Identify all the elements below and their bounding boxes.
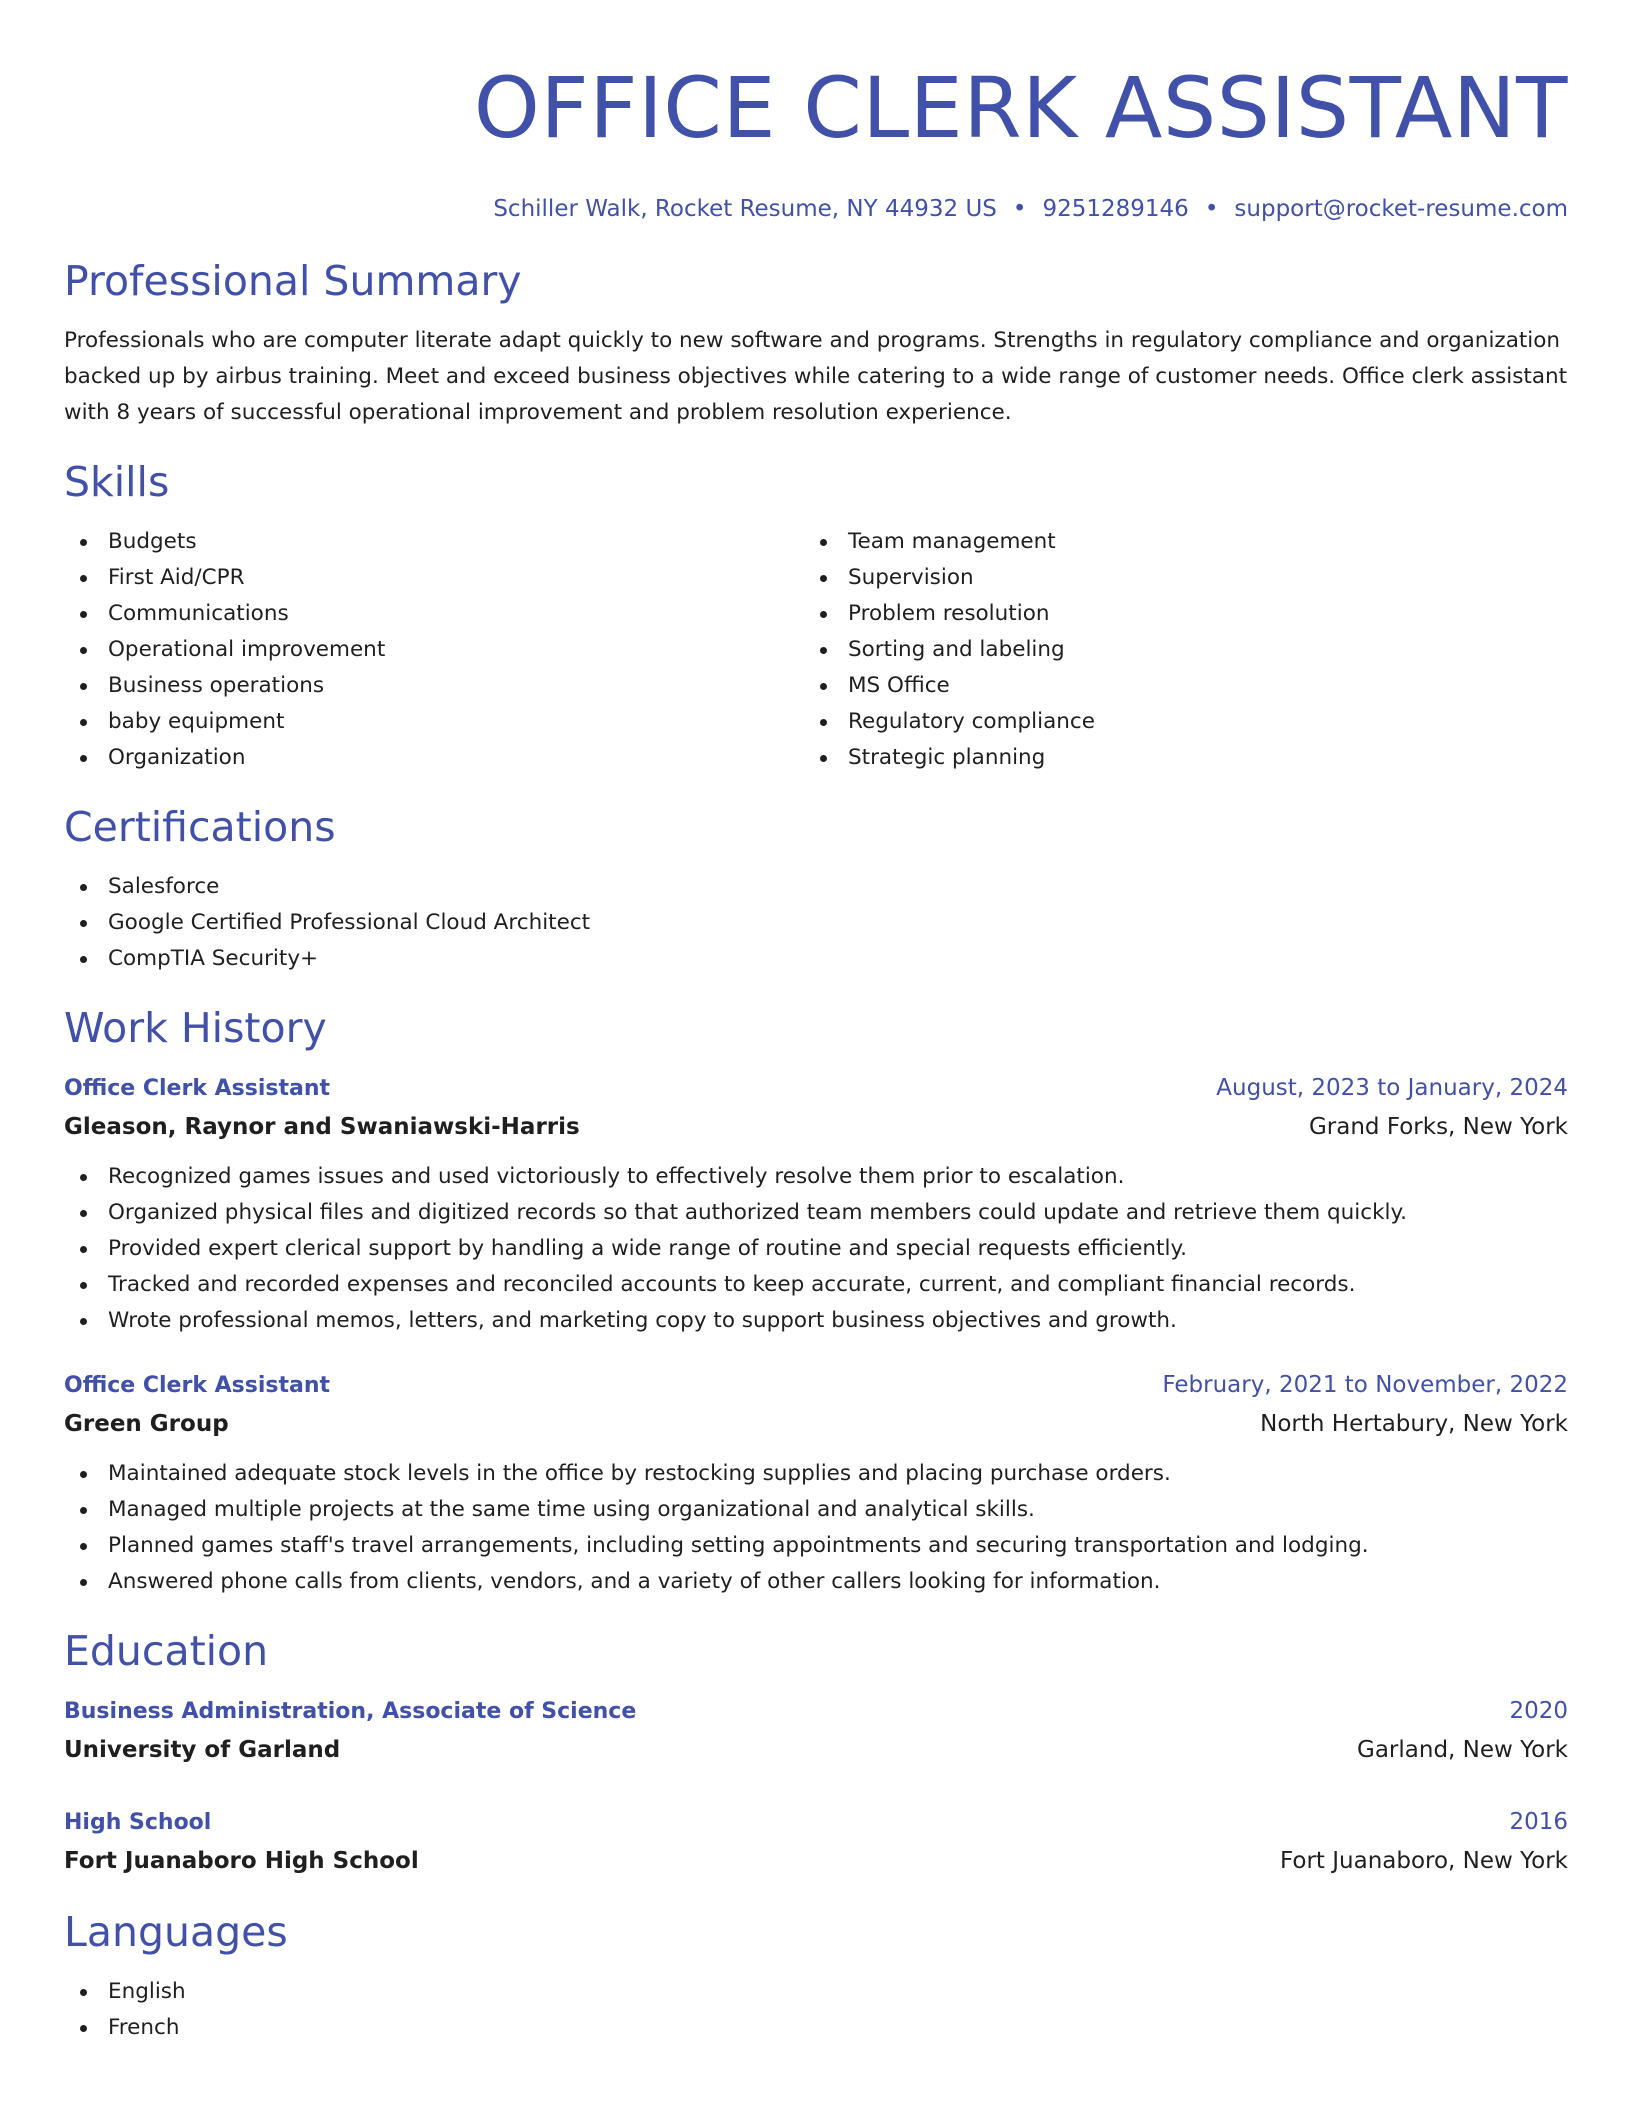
job-bullet: Maintained adequate stock levels in the office by restocking supplies and placing purchase orders. [64, 1456, 1568, 1492]
job-company-row [64, 1404, 1568, 1444]
skill-item: Communications [64, 596, 804, 632]
education-entry [64, 1693, 1568, 1770]
job-bullets [64, 1159, 1568, 1339]
skill-item: Supervision [804, 560, 1544, 596]
summary-section [64, 255, 1568, 431]
section-title-certifications: Certifications [64, 803, 336, 851]
language-item: French [64, 2010, 1568, 2046]
section-title-skills: Skills [64, 458, 170, 506]
certification-item: CompTIA Security+ [64, 941, 1568, 977]
education-school: University of Garland [64, 1737, 341, 1763]
job-location: Grand Forks, New York [1308, 1114, 1568, 1140]
contact-email[interactable]: support@rocket-resume.com [1234, 196, 1568, 222]
contact-separator: • [1204, 196, 1219, 222]
education-school-row [64, 1730, 1568, 1770]
section-title-languages: Languages [64, 1908, 288, 1956]
job-bullet: Wrote professional memos, letters, and marketing copy to support business objectives and growth. [64, 1303, 1568, 1339]
job-entry [64, 1070, 1568, 1339]
skill-item: Organization [64, 740, 804, 776]
education-location: Fort Juanaboro, New York [1279, 1848, 1568, 1874]
skill-item: Regulatory compliance [804, 704, 1544, 740]
job-company: Green Group [64, 1411, 229, 1437]
education-entry [64, 1804, 1568, 1881]
skill-item: First Aid/CPR [64, 560, 804, 596]
skill-item: Sorting and labeling [804, 632, 1544, 668]
skill-item: Problem resolution [804, 596, 1544, 632]
education-school: Fort Juanaboro High School [64, 1848, 419, 1874]
job-bullets [64, 1456, 1568, 1600]
candidate-name: OFFICE CLERK ASSISTANT [473, 59, 1568, 157]
job-bullet: Recognized games issues and used victoriously to effectively resolve them prior to escalation. [64, 1159, 1568, 1195]
skills-section [64, 456, 1568, 776]
certifications-section [64, 801, 1568, 977]
contact-line [64, 194, 1568, 224]
skill-item: Team management [804, 524, 1544, 560]
education-degree: Business Administration, Associate of Science [64, 1699, 637, 1724]
education-header-row [64, 1804, 1568, 1841]
job-bullet: Managed multiple projects at the same time using organizational and analytical skills. [64, 1492, 1568, 1528]
summary-text: Professionals who are computer literate adapt quickly to new software and programs. Strengths in regulatory compliance and organization backed up by airbus training. Meet and exceed business objectives while catering to a wide range of customer needs. Office clerk assistant with 8 years of successful operational improvement and problem resolution experience. [64, 328, 1568, 425]
work-history-section [64, 1002, 1568, 1600]
skill-item: Budgets [64, 524, 804, 560]
education-section [64, 1625, 1568, 1881]
skill-item: Strategic planning [804, 740, 1544, 776]
job-bullet: Organized physical files and digitized records so that authorized team members could update and retrieve them quickly. [64, 1195, 1568, 1231]
section-title-summary: Professional Summary [64, 257, 522, 305]
skill-item: baby equipment [64, 704, 804, 740]
job-dates: February, 2021 to November, 2022 [1162, 1372, 1568, 1398]
contact-address: Schiller Walk, Rocket Resume, NY 44932 US [493, 196, 997, 222]
education-school-row [64, 1841, 1568, 1881]
job-bullet: Planned games staff's travel arrangements, including setting appointments and securing transportation and lodging. [64, 1528, 1568, 1564]
job-location: North Hertabury, New York [1260, 1411, 1568, 1437]
contact-phone: 9251289146 [1042, 196, 1189, 222]
education-year: 2016 [1509, 1809, 1568, 1835]
section-title-education: Education [64, 1627, 269, 1675]
job-role: Office Clerk Assistant [64, 1076, 330, 1101]
certifications-list [64, 869, 1568, 977]
languages-list [64, 1974, 1568, 2046]
job-bullet: Answered phone calls from clients, vendors, and a variety of other callers looking for information. [64, 1564, 1568, 1600]
education-location: Garland, New York [1357, 1737, 1568, 1763]
job-company: Gleason, Raynor and Swaniawski-Harris [64, 1114, 580, 1140]
language-item: English [64, 1974, 1568, 2010]
skill-item: MS Office [804, 668, 1544, 704]
job-entry [64, 1367, 1568, 1600]
contact-separator: • [1012, 196, 1027, 222]
job-bullet: Provided expert clerical support by handling a wide range of routine and special requests efficiently. [64, 1231, 1568, 1267]
skills-list-right [804, 524, 1544, 776]
certification-item: Google Certified Professional Cloud Architect [64, 905, 1568, 941]
job-dates: August, 2023 to January, 2024 [1216, 1075, 1568, 1101]
section-title-work-history: Work History [64, 1004, 327, 1052]
languages-section [64, 1906, 1568, 2046]
education-year: 2020 [1509, 1698, 1568, 1724]
education-header-row [64, 1693, 1568, 1730]
skill-item: Operational improvement [64, 632, 804, 668]
job-bullet: Tracked and recorded expenses and reconciled accounts to keep accurate, current, and compliant financial records. [64, 1267, 1568, 1303]
job-header-row [64, 1367, 1568, 1404]
certification-item: Salesforce [64, 869, 1568, 905]
skills-grid [64, 524, 1568, 776]
job-company-row [64, 1107, 1568, 1147]
skill-item: Business operations [64, 668, 804, 704]
skills-list-left [64, 524, 804, 776]
job-role: Office Clerk Assistant [64, 1373, 330, 1398]
job-header-row [64, 1070, 1568, 1107]
education-degree: High School [64, 1810, 212, 1835]
